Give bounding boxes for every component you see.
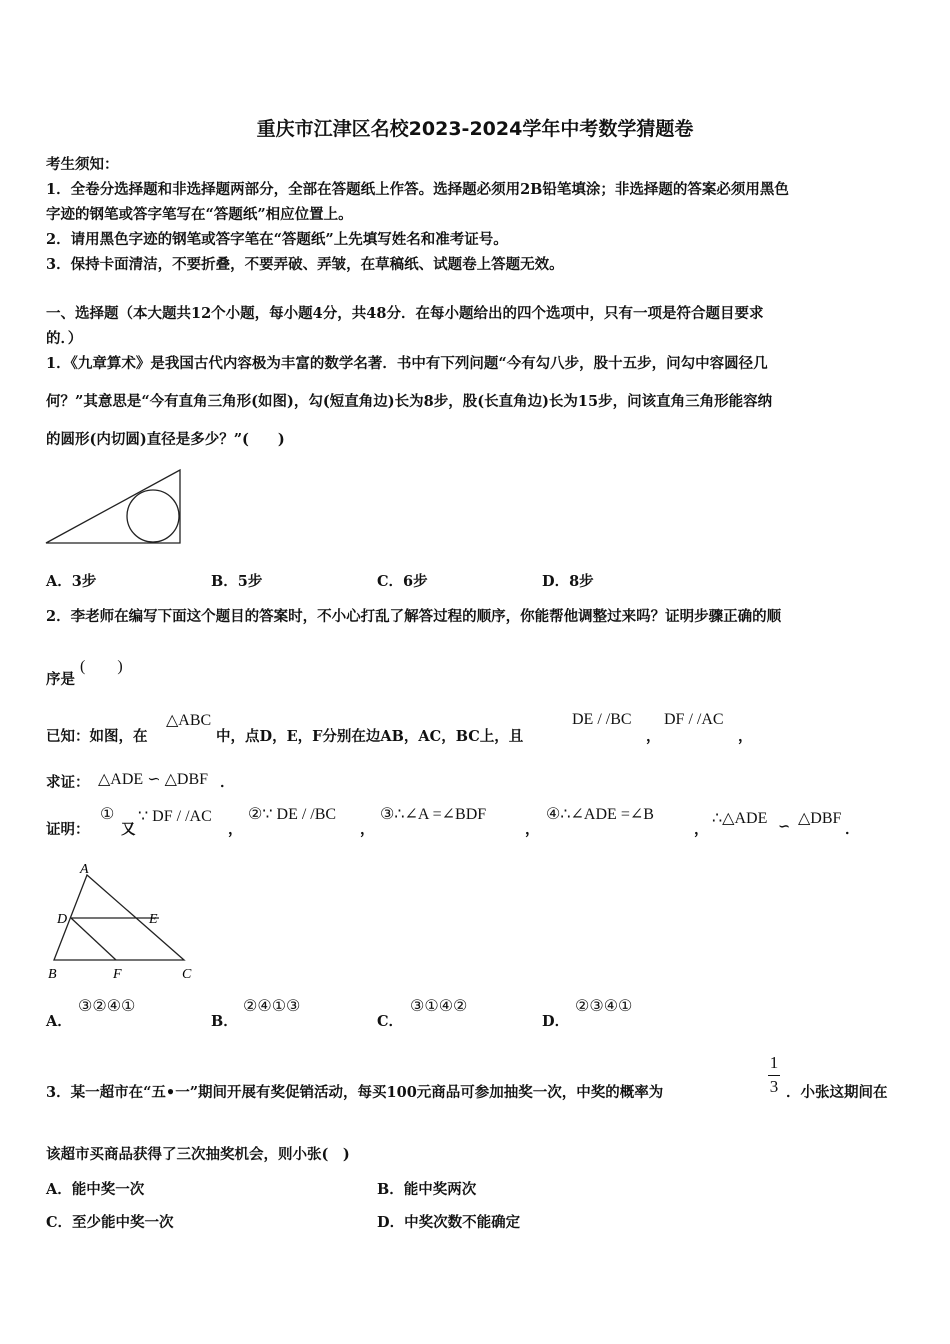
q2-option-d-letter[interactable]: D． bbox=[542, 1013, 570, 1030]
q2-condition-1: DE / /BC bbox=[572, 711, 632, 728]
q2-step5-post: △DBF bbox=[798, 810, 842, 827]
q2-step5-pre: ∴△ADE bbox=[712, 810, 768, 827]
q1-option-a[interactable]: A．3步 bbox=[46, 573, 97, 590]
q2-option-c-letter[interactable]: C． bbox=[377, 1013, 404, 1030]
q1-figure-triangle-incircle bbox=[44, 468, 184, 546]
q2-step3: ③∴∠A =∠BDF bbox=[380, 806, 487, 823]
q3-option-d[interactable]: D．中奖次数不能确定 bbox=[377, 1214, 521, 1231]
q2-option-a-letter[interactable]: A． bbox=[46, 1013, 72, 1030]
q1-option-c[interactable]: C．6步 bbox=[377, 573, 428, 590]
q2-proof-label: 证明： bbox=[46, 821, 90, 838]
q3-text: 该超市买商品获得了三次抽奖机会，则小张( ) bbox=[46, 1146, 350, 1163]
q3-fraction-numerator: 1 bbox=[769, 1053, 779, 1072]
notice-item: 3．保持卡面清洁，不要折叠，不要弄破、弄皱，在草稿纸、试题卷上答题无效。 bbox=[46, 256, 564, 273]
q2-text: 2．李老师在编写下面这个题目的答案时，不小心打乱了解答过程的顺序，你能帮他调整过来吗？证明步骤正确的顺 bbox=[46, 608, 782, 625]
q2-step1-you: 又 bbox=[121, 821, 136, 838]
q1-text: 1．《九章算术》是我国古代内容极为丰富的数学名著．书中有下列问题“今有勾八步，股十五步，问勾中容圆径几 bbox=[46, 355, 768, 372]
figure-label-a: A bbox=[80, 862, 89, 877]
q2-comma: ， bbox=[738, 728, 753, 745]
q1-option-b[interactable]: B．5步 bbox=[211, 573, 263, 590]
q2-given-triangle: △ABC bbox=[166, 712, 212, 729]
notice-item: 1．全卷分选择题和非选择题两部分，全部在答题纸上作答。选择题必须用2B铅笔填涂；非选择题的答案必须用黑色 bbox=[46, 181, 789, 198]
q2-step5-sim: ∽ bbox=[778, 818, 791, 835]
q2-option-a-seq[interactable]: ③②④① bbox=[78, 998, 136, 1015]
q2-step1-num: ① bbox=[100, 806, 115, 823]
notice-item: 2．请用黑色字迹的钢笔或答字笔在“答题纸”上先填写姓名和准考证号。 bbox=[46, 231, 508, 248]
q3-option-b[interactable]: B．能中奖两次 bbox=[377, 1181, 477, 1198]
q2-prove-expr: △ADE ∽ △DBF bbox=[98, 771, 209, 788]
q2-step4: ④∴∠ADE =∠B bbox=[546, 806, 654, 823]
q1-text: 何？”其意思是“今有直角三角形(如图)，勾(短直角边)长为8步，股(长直角边)长为15步，问该直角三角形能容纳 bbox=[46, 393, 773, 410]
q3-option-c[interactable]: C．至少能中奖一次 bbox=[46, 1214, 174, 1231]
q2-figure-triangle bbox=[44, 858, 204, 984]
q2-option-c-seq[interactable]: ③①④② bbox=[410, 998, 468, 1015]
q2-option-d-seq[interactable]: ②③④① bbox=[575, 998, 633, 1015]
q2-option-b-seq[interactable]: ②④①③ bbox=[243, 998, 301, 1015]
q2-condition-2: DF / /AC bbox=[664, 711, 724, 728]
q2-order-paren: ( ) bbox=[80, 658, 123, 675]
figure-label-c: C bbox=[182, 967, 192, 982]
q1-text: 的圆形(内切圆)直径是多少？”( ) bbox=[46, 431, 285, 448]
q2-option-b-letter[interactable]: B． bbox=[211, 1013, 238, 1030]
q2-given-text: 中，点D，E，F分别在边AB，AC，BC上，且 bbox=[216, 728, 524, 745]
q3-text: 3．某一超市在“五•一”期间开展有奖促销活动，每买100元商品可参加抽奖一次，中奖的概率为 bbox=[46, 1084, 664, 1101]
q2-period: ． bbox=[845, 821, 860, 838]
q2-step2: ②∵ DE / /BC bbox=[248, 806, 337, 823]
figure-label-f: F bbox=[113, 967, 122, 982]
q2-prove-label: 求证： bbox=[46, 774, 90, 791]
q2-comma: ， bbox=[360, 821, 375, 838]
figure-label-b: B bbox=[48, 967, 57, 982]
figure-label-e: E bbox=[149, 912, 158, 927]
q2-step1-expr: ∵ DF / /AC bbox=[138, 808, 212, 825]
q3-option-a[interactable]: A．能中奖一次 bbox=[46, 1181, 145, 1198]
q1-option-d[interactable]: D．8步 bbox=[542, 573, 594, 590]
page-title: 重庆市江津区名校2023-2024学年中考数学猜题卷 bbox=[256, 118, 694, 140]
q2-order-label: 序是 bbox=[46, 671, 75, 688]
notice-item: 字迹的钢笔或答字笔写在“答题纸”相应位置上。 bbox=[46, 206, 353, 223]
q2-period: ． bbox=[220, 774, 235, 791]
q3-fraction-bar bbox=[768, 1075, 780, 1076]
q3-fraction-denominator: 3 bbox=[769, 1077, 779, 1096]
q2-comma: ， bbox=[525, 821, 540, 838]
q2-comma: ， bbox=[694, 821, 709, 838]
q3-text-cont: ．小张这期间在 bbox=[786, 1084, 888, 1101]
q2-comma: ， bbox=[646, 728, 661, 745]
notice-heading: 考生须知： bbox=[46, 156, 119, 173]
q2-comma: ， bbox=[228, 821, 243, 838]
section-heading: 一、选择题（本大题共12个小题，每小题4分，共48分．在每小题给出的四个选项中，只有一项是符合题目要求 bbox=[46, 305, 764, 322]
q2-given-label: 已知：如图，在 bbox=[46, 728, 148, 745]
section-heading-cont: 的．） bbox=[46, 330, 83, 347]
figure-label-d: D bbox=[57, 912, 68, 927]
